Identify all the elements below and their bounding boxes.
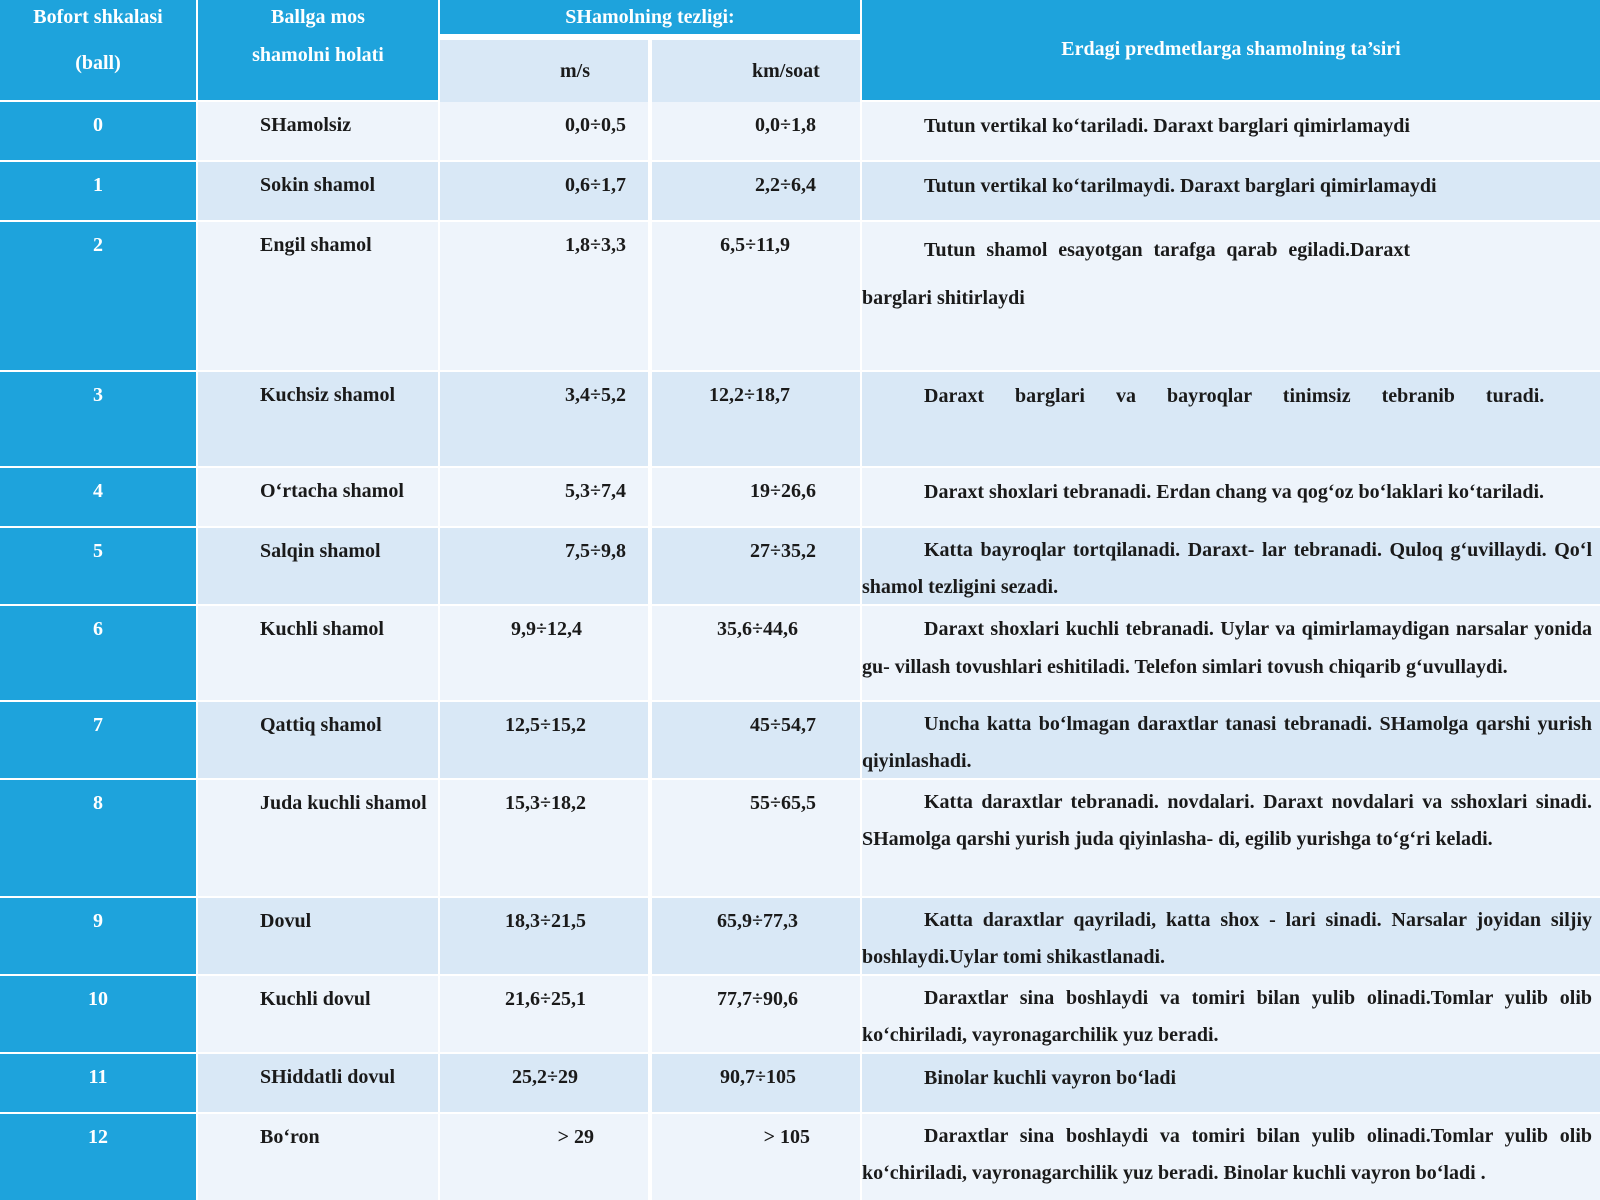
row-speed-kmh: 2,2÷6,4 [755,174,816,196]
row-effect: Daraxtlar sina boshlaydi va tomiri bilan yulib olinadi.Tomlar yulib olib ko‘chiriladi, vayronagarchilik yuz beradi. Binolar kuchli vayron bo‘ladi . [862,1125,1592,1184]
table-row [0,162,1600,220]
row-state: Sokin shamol [260,174,376,196]
row-state: Bo‘ron [260,1126,320,1148]
row-speed-ms: 25,2÷29 [512,1066,578,1088]
header-speed-ms-label: m/s [560,60,590,82]
row-state: Kuchli dovul [260,988,371,1010]
header-speed-ms [440,40,648,102]
row-state: SHamolsiz [260,114,352,136]
row-scale: 7 [93,714,103,736]
row-state: Engil shamol [260,234,372,256]
header-effect-title: Erdagi predmetlarga shamolning ta’siri [1061,38,1401,60]
row-state: O‘rtacha shamol [260,480,404,502]
row-speed-kmh: > 105 [763,1126,810,1148]
row-effect: Katta daraxtlar qayriladi, katta shox - lari sinadi. Narsalar joyidan siljiy boshlaydi.Uylar tomi shikastlanadi. [862,909,1592,968]
row-scale: 12 [88,1126,108,1148]
header-speed-title: SHamolning tezligi: [565,6,735,28]
header-scale-unit: (ball) [75,52,121,74]
row-effect: Tutun vertikal ko‘tariladi. Daraxt barglari qimirlamaydi [924,115,1410,137]
row-effect: Tutun vertikal ko‘tarilmaydi. Daraxt barglari qimirlamaydi [924,175,1437,197]
header-effect [862,0,1600,100]
row-effect: Tutun shamol esayotgan tarafga qarab egiladi.Daraxt barglari shitirlaydi [862,239,1410,309]
row-speed-ms: 1,8÷3,3 [565,234,626,256]
row-effect: Uncha katta bo‘lmagan daraxtlar tanasi tebranadi. SHamolga qarshi yurish qiyinlashadi. [862,713,1592,772]
row-effect: Daraxtlar sina boshlaydi va tomiri bilan yulib olinadi.Tomlar yulib olib ko‘chiriladi, vayronagarchilik yuz beradi. [862,987,1592,1046]
row-scale: 2 [93,234,103,256]
row-state: Dovul [260,910,312,932]
header-scale [0,0,196,100]
table-row [0,898,1600,974]
row-speed-kmh: 35,6÷44,6 [717,618,798,640]
row-scale: 8 [93,792,103,814]
row-effect: Binolar kuchli vayron bo‘ladi [924,1067,1177,1089]
row-state: Qattiq shamol [260,714,382,736]
row-speed-kmh: 65,9÷77,3 [717,910,798,932]
table-row [0,372,1600,466]
row-speed-ms: 12,5÷15,2 [505,714,586,736]
row-scale: 4 [93,480,103,502]
table-row [0,1114,1600,1200]
row-speed-ms: 0,0÷0,5 [565,114,626,136]
row-speed-kmh: 77,7÷90,6 [717,988,798,1010]
row-scale: 11 [88,1066,108,1088]
table-row [0,606,1600,700]
row-speed-kmh: 19÷26,6 [750,480,816,502]
table-row [0,222,1600,370]
row-speed-ms: 18,3÷21,5 [505,910,586,932]
row-speed-kmh: 12,2÷18,7 [709,384,790,406]
header-speed-kmh [652,40,860,102]
row-speed-kmh: 6,5÷11,9 [720,234,790,256]
table-row [0,780,1600,896]
table-row [0,528,1600,604]
row-speed-ms: 7,5÷9,8 [565,540,626,562]
row-scale: 10 [88,988,108,1010]
header-speed-kmh-label: km/soat [752,60,820,82]
row-state: Kuchli shamol [260,618,384,640]
table-row [0,468,1600,526]
row-speed-ms: 15,3÷18,2 [505,792,586,814]
row-state: SHiddatli dovul [260,1066,396,1088]
row-state: Salqin shamol [260,540,381,562]
row-effect: Katta bayroqlar tortqilanadi. Daraxt- lar tebranadi. Quloq g‘uvillaydi. Qo‘l shamol tezligini sezadi. [862,539,1592,598]
row-effect: Daraxt shoxlari tebranadi. Erdan chang va qog‘oz bo‘laklari ko‘tariladi. [924,481,1545,503]
table-row [0,102,1600,160]
row-speed-kmh: 45÷54,7 [750,714,816,736]
row-speed-ms: > 29 [557,1126,594,1148]
header-speed [440,0,860,34]
row-scale: 6 [93,618,103,640]
row-state: Kuchsiz shamol [260,384,396,406]
row-scale: 3 [93,384,103,406]
row-effect: Katta daraxtlar tebranadi. novdalari. Daraxt novdalari va sshoxlari sinadi. SHamolga qarshi yurish juda qiyinlasha- di, egilib yurishga to‘g‘ri keladi. [862,791,1592,850]
header-state-line1: Ballga mos [271,6,365,28]
row-speed-kmh: 0,0÷1,8 [755,114,816,136]
row-scale: 0 [93,114,103,136]
row-scale: 1 [93,174,103,196]
row-speed-kmh: 27÷35,2 [750,540,816,562]
row-state: Juda kuchli shamol [260,792,427,814]
row-speed-ms: 0,6÷1,7 [565,174,626,196]
table-row [0,1054,1600,1112]
row-scale: 9 [93,910,103,932]
header-state-line2: shamolni holati [252,44,384,66]
row-effect: Daraxt shoxlari kuchli tebranadi. Uylar va qimirlamaydigan narsalar yonida gu- villash tovushlari eshitiladi. Telefon simlari tovush chiqarib g‘uvullaydi. [862,618,1592,678]
row-speed-ms: 3,4÷5,2 [565,384,626,406]
header-scale-title: Bofort shkalasi [33,6,163,28]
row-scale: 5 [93,540,103,562]
row-speed-kmh: 90,7÷105 [720,1066,796,1088]
row-speed-ms: 21,6÷25,1 [505,988,586,1010]
table-row [0,976,1600,1052]
row-speed-ms: 5,3÷7,4 [565,480,626,502]
header-state [198,0,438,100]
row-speed-kmh: 55÷65,5 [750,792,816,814]
row-effect: Daraxt barglari va bayroqlar tinimsiz tebranib turadi. [924,385,1545,407]
row-speed-ms: 9,9÷12,4 [511,618,582,640]
table-row [0,702,1600,778]
